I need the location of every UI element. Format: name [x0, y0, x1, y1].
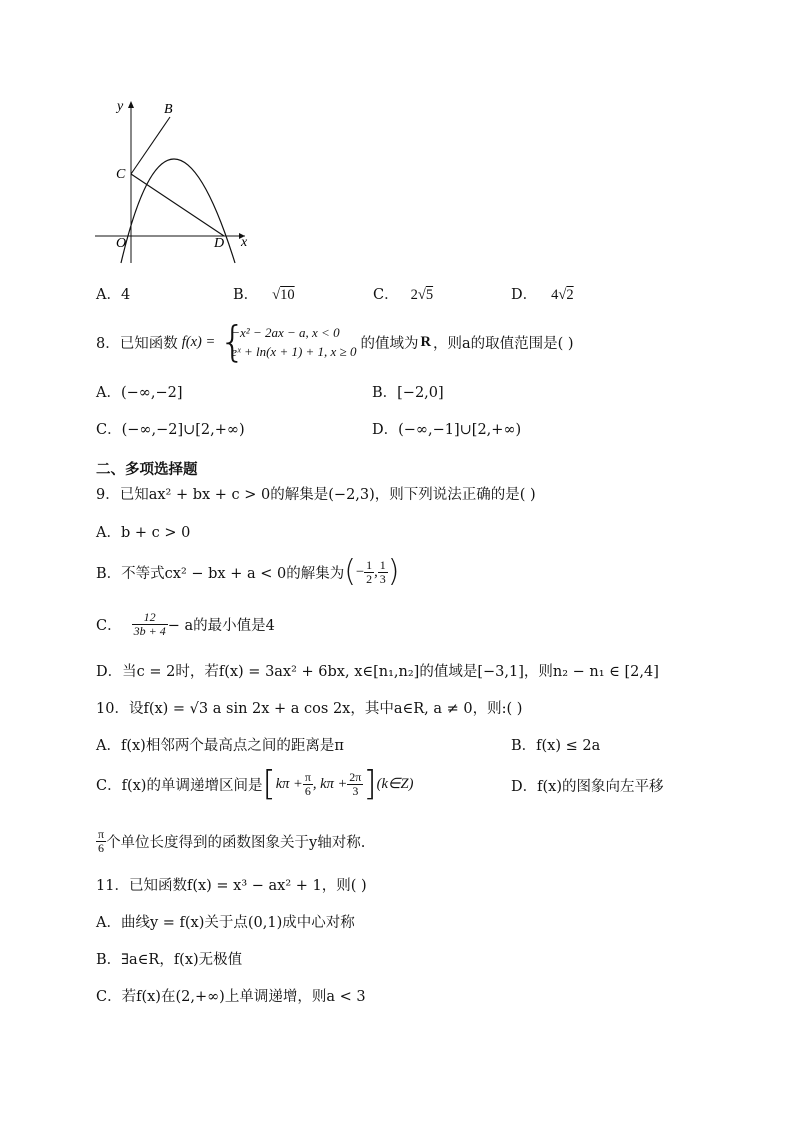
q9-b-frac2-den: 3 [379, 571, 386, 586]
q10-c-f2-num: 2π [349, 769, 362, 784]
q10-c-k1: kπ + [275, 775, 303, 792]
q10-d-frac-num: π [98, 826, 105, 841]
q9-c-den: 3b + 4 [133, 623, 166, 638]
q9-b-frac1-den: 2 [366, 571, 373, 586]
q7-option-d: D． 4√2 [511, 287, 574, 303]
q9-option-c-label: C． [96, 617, 122, 634]
q10-d-frac-den: 6 [98, 840, 105, 855]
q9-c-num: 12 [132, 611, 168, 625]
q11-option-b: B．∃a∈R，f(x)无极值 [96, 952, 243, 968]
segment-cb [131, 117, 170, 174]
q9-b-frac2-num: 1 [379, 557, 386, 572]
q7-option-a: A．4 [96, 287, 131, 303]
q10-option-a: A．f(x)相邻两个最高点之间的距离是π [96, 738, 344, 754]
q10-stem: 10．设f(x) = √3 a sin 2x + a cos 2x，其中a∈R, a ≠ 0，则:( ) [96, 701, 523, 717]
q10-option-d: D．f(x)的图象向左平移 [511, 779, 664, 795]
q8-stem-end: ，则a的取值范围是( ) [432, 335, 574, 352]
q9-stem: 9．已知ax² + bx + c > 0的解集是(−2,3)，则下列说法正确的是( ) [96, 487, 536, 503]
q11-option-c: C．若f(x)在(2,+∞)上单调递增，则a < 3 [96, 989, 366, 1005]
q8-option-c: C．(−∞,−2]∪[2,+∞) [96, 422, 245, 438]
q9-option-b-text: B．不等式cx² − bx + a < 0的解集为 [96, 565, 345, 582]
label-y: y [117, 99, 124, 114]
q7-option-d-coef: 4 [551, 287, 559, 303]
q8-piece-2: eˣ + ln(x + 1) + 1, x ≥ 0 [231, 344, 357, 359]
q10-c-f1-den: 6 [304, 783, 311, 798]
q9-option-c-suffix: − a的最小值是4 [167, 617, 275, 634]
parabola-figure [90, 95, 260, 270]
q10-option-d-continued [96, 823, 365, 859]
q11-option-a: A．曲线y = f(x)关于点(0,1)成中心对称 [96, 915, 355, 931]
q7-option-c-label: C． [373, 287, 399, 303]
q8-stem-prefix: 8．已知函数 [96, 335, 178, 352]
q7-option-b-label: B． [233, 287, 259, 303]
q9-option-d: D．当c = 2时，若f(x) = 3ax² + 6bx, x∈[n₁,n₂]的值域是[−3,1]，则n₂ − n₁ ∈ [2,4] [96, 664, 659, 680]
q8-piecewise: { −x² − 2ax − a, x < 0 eˣ + ln(x + 1) + 1, x ≥ 0 [219, 317, 357, 366]
q7-option-c-radicand: 5 [425, 287, 434, 303]
q10-option-c: C．f(x)的单调递增区间是 [ kπ + $\frac{\pi}{6}$ , kπ + $\frac{2\pi}{3}$ ] (k∈Z) [96, 764, 414, 804]
q7-option-c-coef: 2 [410, 287, 418, 303]
q8-option-a: A．(−∞,−2] [96, 385, 183, 401]
q10-option-c-text: C．f(x)的单调递增区间是 [96, 777, 263, 794]
q10-d-cont-text: 个单位长度得到的函数图象关于y轴对称. [106, 834, 366, 851]
q10-c-f1-num: π [304, 769, 311, 784]
q9-option-b: B．不等式cx² − bx + a < 0的解集为 ( − $\frac{1}{2}$ , $\frac{1}{3}$ ) [96, 554, 400, 589]
q7-option-d-radicand: 2 [566, 287, 574, 303]
q10-c-suffix: (k∈Z) [376, 775, 414, 792]
q7-option-b-radicand: 10 [280, 287, 295, 303]
q8-stem-mid: 的值域为 [360, 335, 419, 352]
q7-option-b: B． √10 [233, 287, 295, 303]
q9-b-frac1-num: 1 [366, 557, 373, 572]
label-c: C [116, 167, 126, 182]
q11-stem: 11．已知函数f(x) = x³ − ax² + 1，则( ) [96, 878, 367, 894]
q10-option-b: B．f(x) ≤ 2a [511, 738, 601, 754]
segment-cd [131, 174, 224, 236]
q8-piece-1: −x² − 2ax − a, x < 0 [231, 325, 340, 340]
q10-c-f2-den: 3 [352, 783, 359, 798]
label-b: B [164, 102, 173, 117]
section-title: 二、多项选择题 [96, 462, 198, 478]
label-o: O [116, 236, 127, 251]
q9-option-c [96, 606, 275, 642]
q8-stem: 8．已知函数 f(x) = { −x² − 2ax − a, x < 0 eˣ + ln(x + 1) + 1, x ≥ 0 的值域为 R ，则a的取值范围是( ) [96, 317, 574, 366]
q8-option-d: D．(−∞,−1]∪[2,+∞) [372, 422, 522, 438]
q7-option-d-label: D． [511, 287, 538, 303]
label-x: x [241, 235, 248, 250]
label-d: D [214, 236, 225, 251]
q9-option-a: A．b + c > 0 [96, 525, 191, 541]
q10-c-k2: , kπ + [312, 775, 348, 792]
q8-option-b: B．[−2,0] [372, 385, 444, 401]
q8-set-r: R [420, 333, 431, 350]
q7-option-c: C． 2√5 [373, 287, 434, 303]
